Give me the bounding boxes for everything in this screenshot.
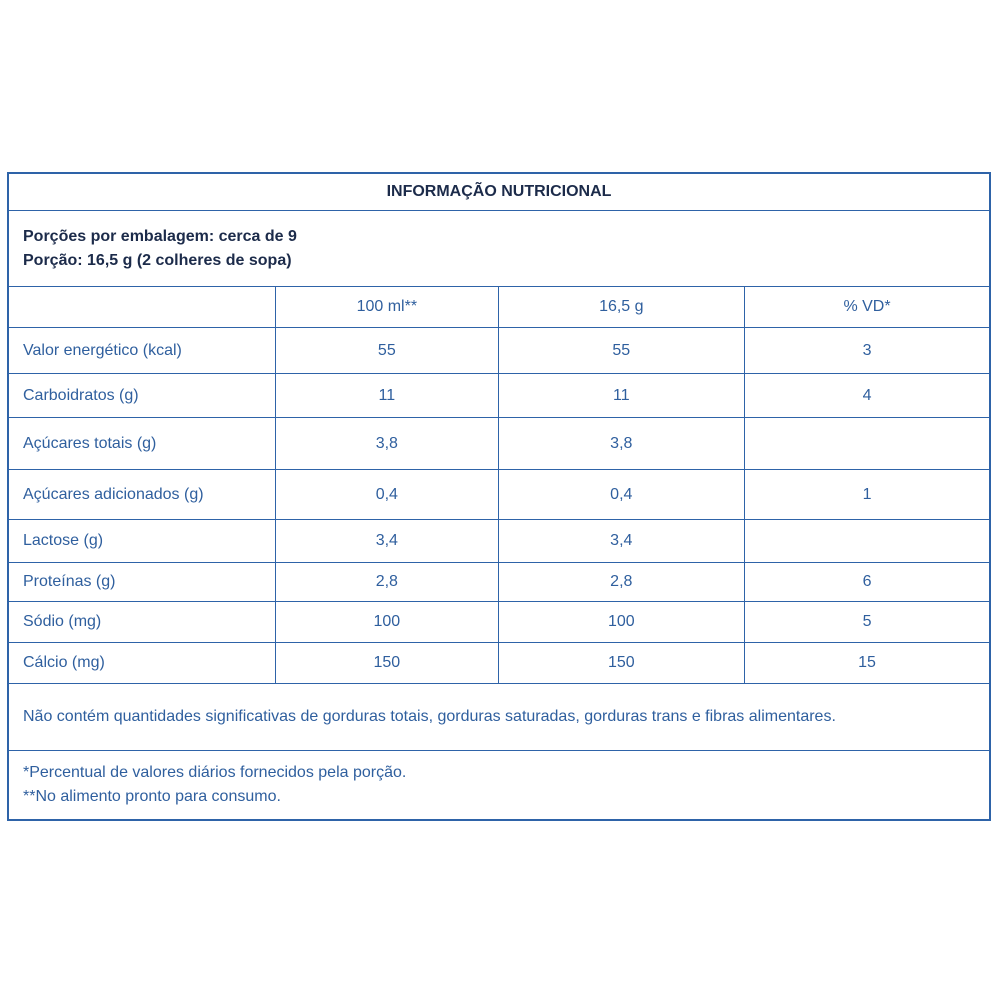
nutrient-value-portion: 2,8 (498, 563, 744, 602)
nutrient-value-portion: 11 (498, 374, 744, 418)
nutrient-name: Valor energético (kcal) (8, 328, 276, 374)
header-cell: % VD* (745, 287, 990, 328)
nutrient-value-vd: 5 (745, 602, 990, 643)
nutrient-name: Açúcares totais (g) (8, 418, 276, 470)
nutrient-value-vd (745, 418, 990, 470)
nutrient-value-per100: 11 (276, 374, 499, 418)
table-row (8, 563, 990, 602)
nutrition-table (7, 172, 991, 821)
nutrient-value-per100: 3,8 (276, 418, 499, 470)
nutrient-name: Lactose (g) (8, 520, 276, 563)
table-row (8, 328, 990, 374)
portion-info (8, 211, 990, 287)
table-row (8, 643, 990, 684)
nutrient-value-vd: 1 (745, 470, 990, 520)
nutrient-name: Cálcio (mg) (8, 643, 276, 684)
table-row (8, 418, 990, 470)
table-row (8, 470, 990, 520)
nutrient-value-portion: 55 (498, 328, 744, 374)
nutrient-value-vd: 3 (745, 328, 990, 374)
nutrient-value-portion: 3,4 (498, 520, 744, 563)
footnote: **No alimento pronto para consumo. (23, 788, 281, 805)
header-cell: 16,5 g (498, 287, 744, 328)
note: Não contém quantidades significativas de gorduras totais, gorduras saturadas, gorduras trans e fibras alimentares. (8, 684, 990, 751)
nutrient-value-vd (745, 520, 990, 563)
portion-size: Porção: 16,5 g (2 colheres de sopa) (23, 251, 292, 269)
header-cell (8, 287, 276, 328)
footnotes (8, 751, 990, 821)
nutrient-value-portion: 100 (498, 602, 744, 643)
nutrient-name: Carboidratos (g) (8, 374, 276, 418)
nutrient-value-per100: 55 (276, 328, 499, 374)
table-row (8, 602, 990, 643)
nutrient-value-per100: 0,4 (276, 470, 499, 520)
header-row (8, 287, 990, 328)
nutrient-value-per100: 2,8 (276, 563, 499, 602)
nutrient-value-vd: 6 (745, 563, 990, 602)
table-title: INFORMAÇÃO NUTRICIONAL (8, 173, 990, 211)
nutrient-value-per100: 3,4 (276, 520, 499, 563)
nutrient-value-portion: 150 (498, 643, 744, 684)
portions-per-package: Porções por embalagem: cerca de 9 (23, 227, 297, 245)
table-row (8, 520, 990, 563)
nutrient-value-per100: 100 (276, 602, 499, 643)
nutrient-value-portion: 0,4 (498, 470, 744, 520)
nutrient-name: Açúcares adicionados (g) (8, 470, 276, 520)
nutrient-value-vd: 4 (745, 374, 990, 418)
nutrient-value-vd: 15 (745, 643, 990, 684)
nutrient-name: Proteínas (g) (8, 563, 276, 602)
nutrient-value-portion: 3,8 (498, 418, 744, 470)
table-row (8, 374, 990, 418)
footnote: *Percentual de valores diários fornecidos pela porção. (23, 764, 407, 781)
header-cell: 100 ml** (276, 287, 499, 328)
nutrient-value-per100: 150 (276, 643, 499, 684)
nutrient-name: Sódio (mg) (8, 602, 276, 643)
